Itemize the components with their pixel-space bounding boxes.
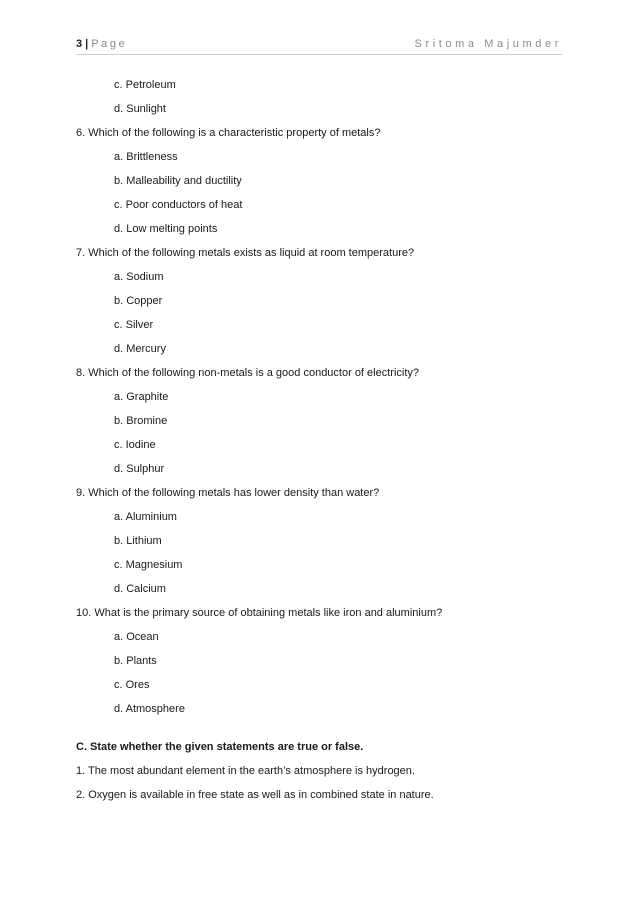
answer-option: b. Lithium bbox=[114, 535, 162, 547]
answer-option: a. Aluminium bbox=[114, 511, 177, 523]
author-name: Sritoma Majumder bbox=[414, 38, 562, 50]
page-number-label bbox=[76, 38, 127, 50]
document-body bbox=[76, 78, 566, 802]
answer-option: d. Mercury bbox=[114, 343, 166, 355]
answer-option: c. Ores bbox=[114, 679, 150, 691]
answer-option: b. Bromine bbox=[114, 415, 168, 427]
answer-option: b. Copper bbox=[114, 295, 163, 307]
page-word: Page bbox=[91, 38, 128, 50]
answer-option: c. Iodine bbox=[114, 439, 156, 451]
answer-option: d. Atmosphere bbox=[114, 703, 185, 715]
answer-option: c. Petroleum bbox=[114, 79, 176, 91]
answer-option: d. Calcium bbox=[114, 583, 166, 595]
question-text: 2. Oxygen is available in free state as well as in combined state in nature. bbox=[76, 789, 434, 801]
answer-option: a. Brittleness bbox=[114, 151, 178, 163]
section-heading: C. State whether the given statements are true or false. bbox=[76, 741, 364, 753]
answer-option: a. Sodium bbox=[114, 271, 164, 283]
answer-option: c. Magnesium bbox=[114, 559, 183, 571]
question-text: 7. Which of the following metals exists as liquid at room temperature? bbox=[76, 247, 415, 259]
answer-option: a. Ocean bbox=[114, 631, 159, 643]
answer-option: d. Low melting points bbox=[114, 223, 218, 235]
answer-option: b. Plants bbox=[114, 655, 157, 667]
page-header bbox=[76, 38, 562, 55]
question-text: 9. Which of the following metals has lower density than water? bbox=[76, 487, 380, 499]
question-text: 1. The most abundant element in the earth’s atmosphere is hydrogen. bbox=[76, 765, 415, 777]
answer-option: d. Sulphur bbox=[114, 463, 165, 475]
question-text: 6. Which of the following is a characteristic property of metals? bbox=[76, 127, 381, 139]
answer-option: a. Graphite bbox=[114, 391, 169, 403]
answer-option: c. Poor conductors of heat bbox=[114, 199, 243, 211]
question-text: 8. Which of the following non-metals is a good conductor of electricity? bbox=[76, 367, 420, 379]
question-text: 10. What is the primary source of obtaining metals like iron and aluminium? bbox=[76, 607, 443, 619]
header-separator: | bbox=[85, 38, 89, 50]
answer-option: d. Sunlight bbox=[114, 103, 166, 115]
answer-option: b. Malleability and ductility bbox=[114, 175, 242, 187]
answer-option: c. Silver bbox=[114, 319, 154, 331]
page-number: 3 bbox=[76, 38, 83, 50]
